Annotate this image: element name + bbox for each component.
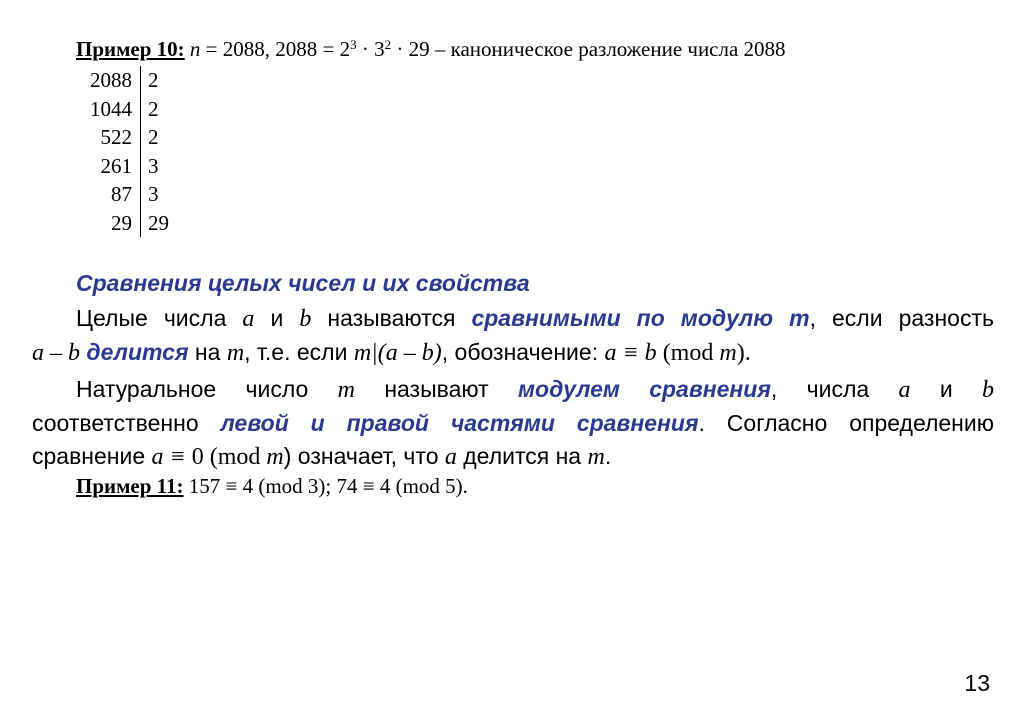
text: ) означает, что <box>283 443 445 469</box>
factor-right: 2 <box>148 96 159 121</box>
factor-right: 3 <box>148 153 159 178</box>
paragraph-line <box>32 336 994 370</box>
factor-row <box>76 209 286 238</box>
factor-right: 3 <box>148 182 159 206</box>
factor-left: 1044 <box>90 96 132 121</box>
expr-a-minus-b: a – b <box>32 340 80 366</box>
paragraph-line <box>32 407 994 440</box>
factor-row <box>76 180 286 209</box>
example-11-label: Пример 11: <box>76 474 184 498</box>
factor-right: 2 <box>148 125 159 149</box>
text: . <box>604 443 612 469</box>
var-m: m <box>337 377 355 403</box>
factorization-table <box>76 66 286 237</box>
term-modulus: модулем сравнения <box>518 376 771 402</box>
text: ). <box>736 340 751 366</box>
paragraph-line <box>32 302 994 336</box>
var-a: a <box>242 306 255 332</box>
paragraph-line <box>32 373 994 407</box>
text: делится на <box>456 443 588 469</box>
term-sides: левой и правой частями сравнения <box>220 410 699 436</box>
factor-row <box>76 95 286 124</box>
paragraph-line <box>32 440 994 474</box>
var-b: b <box>299 306 312 332</box>
factor-left: 522 <box>100 125 132 149</box>
factor-left: 87 <box>111 182 132 206</box>
n-variable: n <box>189 37 201 61</box>
text: соответственно <box>32 410 221 436</box>
text: Натуральное число <box>76 376 338 402</box>
text: Целые числа <box>76 305 243 331</box>
factor-left: 261 <box>100 153 132 178</box>
expr-congruence: a ≡ <box>151 444 192 470</box>
factor-right: 2 <box>148 68 159 92</box>
text: . Согласно определению <box>698 410 994 436</box>
mod-text: 0 (mod <box>191 444 267 470</box>
var-m: m <box>719 340 737 366</box>
factor-left: 2088 <box>90 68 132 92</box>
text: сравнение <box>32 443 152 469</box>
text: , числа <box>770 376 899 402</box>
example-10-equation: = 2088, 2088 = 2 <box>200 37 351 61</box>
example-10-mid: · 3 <box>356 37 385 61</box>
exponent-1: 3 <box>350 37 357 52</box>
example-10-tail: · 29 – каноническое разложение числа 2088 <box>391 37 786 61</box>
text: на <box>188 339 227 365</box>
page-number: 13 <box>964 670 990 696</box>
text: и <box>254 305 300 331</box>
text: , т.е. если <box>244 339 354 365</box>
factor-right: 29 <box>148 210 169 235</box>
example-11-text: 157 ≡ 4 (mod 3); 74 ≡ 4 (mod 5). <box>183 474 468 498</box>
var-a: a <box>444 444 457 470</box>
text: , обозначение: <box>441 339 605 365</box>
example-11 <box>76 474 468 499</box>
text: , если разность <box>809 305 994 331</box>
exponent-2: 2 <box>384 37 392 52</box>
mod-text: (mod <box>656 340 720 366</box>
paragraph-definition <box>32 302 994 370</box>
factor-row <box>76 123 286 152</box>
factor-row <box>76 66 286 95</box>
expr-divisibility: m|(a – b) <box>353 340 442 366</box>
var-m: m <box>587 444 605 470</box>
text: и <box>910 376 982 402</box>
section-heading: Сравнения целых чисел и их свойства <box>76 270 530 296</box>
term-divides: делится <box>86 339 189 365</box>
term-comparable-mod: сравнимыми по модулю m <box>471 305 810 331</box>
factor-left: 29 <box>111 210 132 235</box>
var-m: m <box>266 444 284 470</box>
expr-congruence: a ≡ b <box>604 340 657 366</box>
text: называются <box>311 305 472 331</box>
example-10 <box>76 37 786 62</box>
factor-row <box>76 152 286 181</box>
text: называют <box>355 376 518 402</box>
var-b: b <box>982 377 994 403</box>
var-a: a <box>898 377 911 403</box>
paragraph-modulus <box>32 373 994 474</box>
var-m: m <box>226 340 245 366</box>
example-10-label: Пример 10: <box>76 37 185 61</box>
